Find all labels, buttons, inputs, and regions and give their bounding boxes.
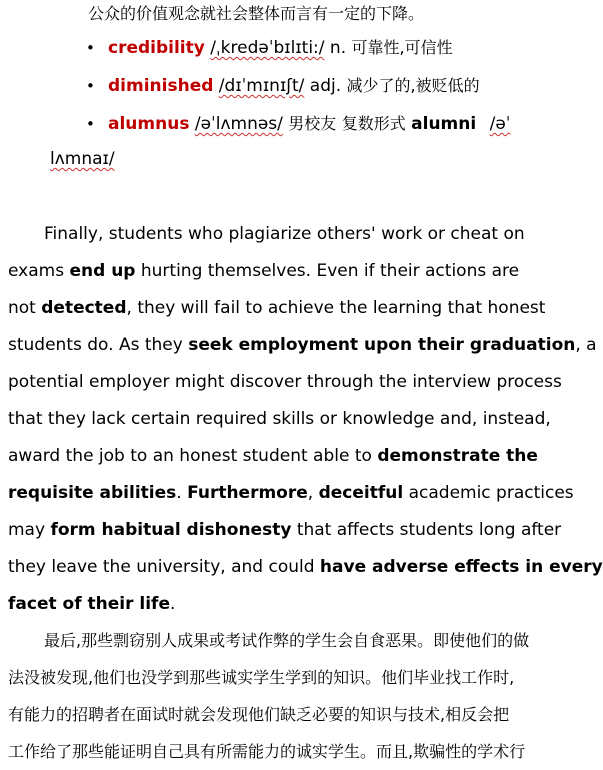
vocab-pron: /dɪˈmɪnɪʃt/ [218,76,305,96]
text-run: exams [8,261,70,281]
chinese-line: 有能力的招聘者在面试时就会发现他们缺乏必要的知识与技术,相反会把 [8,705,510,724]
intro-cn-tail: 公众的价值观念就社会整体而言有一定的下降。 [88,4,425,23]
english-line [8,297,545,319]
vocab-word: alumnus [108,114,190,134]
text-run: not [8,298,42,318]
english-line [8,371,562,393]
key-phrase: deceitful [318,483,404,503]
key-phrase: requisite abilities [8,483,177,503]
english-line [8,445,538,467]
english-line [8,593,175,615]
english-line [8,334,597,356]
text-run: . [169,594,176,614]
text-run: , [307,483,319,503]
vocab-plural-pron-tail: lʌmnaɪ/ [50,149,115,169]
text-run: , they will fail to achieve the learning that honest [126,298,546,318]
english-line [8,260,519,282]
text-run: . [176,483,188,503]
text-run: academic practices [403,483,574,503]
bullet-dot: • [86,115,95,133]
key-phrase: demonstrate the [377,446,538,466]
text-run: potential employer might discover through the interview process [8,372,562,392]
vocab-meaning: 减少了的,被贬低的 [346,76,480,95]
vocab-meaning: 可靠性,可信性 [351,38,453,57]
english-line [8,519,561,541]
key-phrase: form habitual dishonesty [50,520,292,540]
text-run: Finally, students who plagiarize others' work or cheat on [44,224,525,244]
english-line [44,223,525,245]
text-run: students do. As they [8,335,189,355]
text-run: that they lack certain required skills or knowledge and, instead, [8,409,551,429]
text-run: that affects students long after [291,520,562,540]
text-run: they leave the university, and could [8,557,320,577]
vocab-pos: adj. [309,76,342,96]
english-line [8,408,551,430]
key-phrase: have adverse effects in every [319,557,603,577]
vocab-plural-pron-cont [50,148,115,170]
key-phrase: facet of their life [8,594,170,614]
bullet-dot: • [86,39,95,57]
vocab-meaning: 男校友 [288,114,337,133]
text-run: , a [575,335,597,355]
vocab-plural-pron: /əˈ [489,114,511,134]
key-phrase: seek employment upon their graduation [188,335,576,355]
vocab-item-alumnus [108,113,510,135]
text-run: may [8,520,51,540]
key-phrase: detected [41,298,127,318]
vocab-pron: /əˈlʌmnəs/ [194,114,283,134]
english-line [8,482,574,504]
text-run: award the job to an honest student able to [8,446,378,466]
english-line [8,556,603,578]
vocab-pos: n. [329,38,347,58]
chinese-line: 法没被发现,他们也没学到那些诚实学生学到的知识。他们毕业找工作时, [8,668,515,687]
key-phrase: end up [69,261,136,281]
chinese-line: 最后,那些剽窃别人成果或考试作弊的学生会自食恶果。即使他们的做 [44,631,530,650]
vocab-word: credibility [108,38,205,58]
vocab-item-diminished [108,75,480,97]
vocab-word: diminished [108,76,214,96]
vocab-plural-label: 复数形式 [341,114,406,133]
chinese-line: 工作给了那些能证明自己具有所需能力的诚实学生。而且,欺骗性的学术行 [8,742,526,761]
bullet-dot: • [86,77,95,95]
text-run: hurting themselves. Even if their actions are [135,261,520,281]
vocab-plural: alumni [411,114,477,134]
vocab-pron: /ˌkredəˈbɪlɪti:/ [210,38,325,58]
vocab-item-credibility [108,37,453,59]
key-phrase: Furthermore [187,483,308,503]
